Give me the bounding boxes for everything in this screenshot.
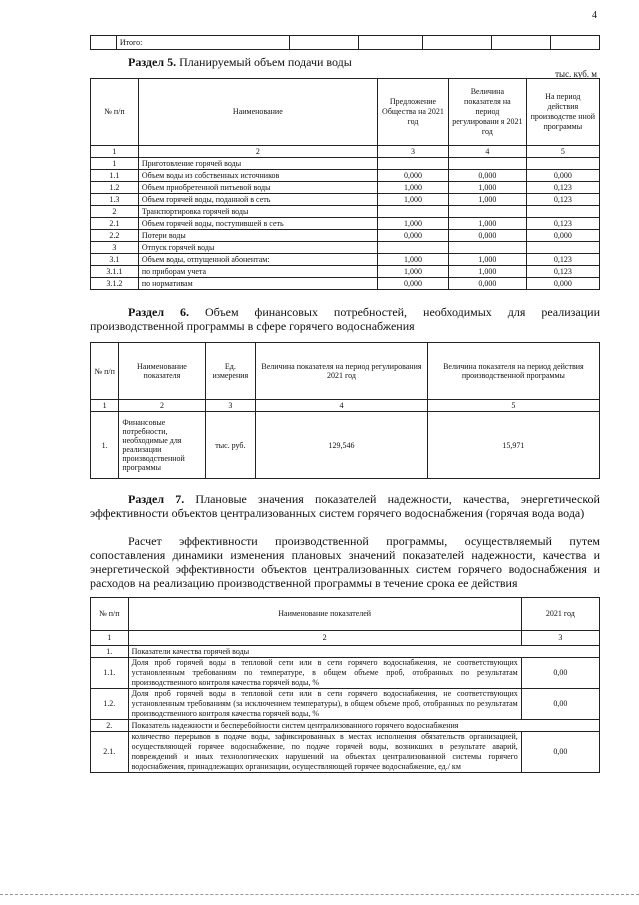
table-row: 1. Финансовые потребности, необходимые для реализации производственной программы тыс. руб. 129,546 15,971 bbox=[91, 412, 600, 479]
page-number: 4 bbox=[592, 10, 597, 21]
table-row: 2.1 Объем горячей воды, поступившей в сеть 1,000 1,000 0,123 bbox=[91, 218, 600, 230]
table-row: 1.3 Объем горячей воды, поданной в сеть 1,000 1,000 0,123 bbox=[91, 194, 600, 206]
col-header: № п/п bbox=[91, 598, 129, 631]
col-header: 2021 год bbox=[521, 598, 599, 631]
table-row: 1.1. Доля проб горячей воды в тепловой сети или в сети горячего водоснабжения, не соответствующих установленным требованиям по температуре, в общем объеме проб, отобранных по результатам производственного контроля качества горячей воды, % 0,00 bbox=[91, 658, 600, 689]
section5-unit: тыс. куб. м bbox=[555, 69, 597, 79]
table-row: 1. Показатели качества горячей воды bbox=[91, 646, 600, 658]
col-header: На период действия производстве нной программы bbox=[526, 79, 599, 146]
section5-title: Раздел 5. Планируемый объем подачи воды bbox=[128, 55, 352, 69]
col-header: Величина показателя на период действия производственной программы bbox=[427, 343, 599, 400]
col-header: Величина показателя на период регулирования 2021 год bbox=[256, 343, 428, 400]
table-row: 1 Приготовление горячей воды bbox=[91, 158, 600, 170]
col-header: № п/п bbox=[91, 343, 119, 400]
col-header: № п/п bbox=[91, 79, 139, 146]
table-row: 1.2 Объем приобретенной питьевой воды 1,000 1,000 0,123 bbox=[91, 182, 600, 194]
table-row: 3 Отпуск горячей воды bbox=[91, 242, 600, 254]
table-row: 1.1 Объем воды из собственных источников 0,000 0,000 0,000 bbox=[91, 170, 600, 182]
table-row: 2.2 Потери воды 0,000 0,000 0,000 bbox=[91, 230, 600, 242]
col-header: Наименование bbox=[138, 79, 377, 146]
reliability-indicators-table: № п/п Наименование показателей 2021 год 1 2 3 1. Показатели качества горячей воды 1.1. Доля проб горячей воды в тепловой сети или в сети горячего водоснабжения, не соответствующих установленным требованиям по температуре, в общем объеме проб, отобранных по результатам производственного контроля качества горячей воды, % 0,00 1.2. Доля проб горячей воды в тепловой сети или в сети горячего водоснабжения, не соответствующих установленным требованиям (за исключением температуры), в общем объеме проб, отобранных по результатам производственного контроля качества горячей воды, % 0,00 2. Показатель надежности и бесперебойности систем централизованного горячего водоснабжения 2.1. количество перерывов в подаче воды, зафиксированных в местах исполнения обязательств организацией, осуществляющей горячее водоснабжение, по подаче горячей воды, возникших в результате аварий, повреждений и иных технологических нарушений на объектах централизованной системы горячего водоснабжения, принадлежащих организации, осуществляющей горячее водоснабжение, ед./ км 0,00 bbox=[90, 597, 600, 773]
table-row: 2.1. количество перерывов в подаче воды, зафиксированных в местах исполнения обязательств организацией, осуществляющей горячее водоснабжение, по подаче горячей воды, возникших в результате аварий, повреждений и иных технологических нарушений на объектах централизованной системы горячего водоснабжения, принадлежащих организации, осуществляющей горячее водоснабжение, ед./ км 0,00 bbox=[91, 732, 600, 773]
water-supply-table: № п/п Наименование Предложение Общества на 2021 год Величина показателя на период регулировани я 2021 год На период действия производстве нной программы 1 2 3 4 5 1 Приготовление горячей воды 1.1 Объем воды из собственных источников 0,000 0,000 0,000 1.2 Объем приобретенной питьевой воды 1,000 1,000 0,123 1.3 Объем горячей воды, поданной в сеть 1,000 1,000 0,123 2 Транспортировка горячей воды 2.1 Объем горячей воды, поступившей в сеть 1,000 1,000 0,123 2.2 Потери воды 0,000 0,000 0,000 3 Отпуск горячей воды 3.1 Объем воды, отпущенной абонентам: 1,000 1,000 0,123 3.1.1 по приборам учета 1,000 1,000 0,123 3.1.2 по нормативам 0,000 0,000 0,000 bbox=[90, 78, 600, 290]
col-header: Ед. измерения bbox=[205, 343, 256, 400]
total-row-table bbox=[90, 35, 600, 50]
total-label: Итого: bbox=[116, 36, 289, 50]
table-row: 2 Транспортировка горячей воды bbox=[91, 206, 600, 218]
table-row: 2. Показатель надежности и бесперебойности систем централизованного горячего водоснабжения bbox=[91, 720, 600, 732]
table-row: 3.1.1 по приборам учета 1,000 1,000 0,123 bbox=[91, 266, 600, 278]
col-header: Предложение Общества на 2021 год bbox=[377, 79, 448, 146]
col-header: Наименование показателя bbox=[119, 343, 205, 400]
section7-title: Раздел 7. Плановые значения показателей надежности, качества, энергетической эффективности объектов централизованных систем горячего водоснабжения (горячая вода вода) bbox=[90, 492, 600, 520]
col-header: Наименование показателей bbox=[128, 598, 521, 631]
table-row: 3.1 Объем воды, отпущенной абонентам: 1,000 1,000 0,123 bbox=[91, 254, 600, 266]
page-bottom-edge bbox=[0, 894, 639, 895]
col-header: Величина показателя на период регулировани я 2021 год bbox=[449, 79, 527, 146]
financial-needs-table: № п/п Наименование показателя Ед. измерения Величина показателя на период регулирования 2021 год Величина показателя на период действия производственной программы 1 2 3 4 5 1. Финансовые потребности, необходимые для реализации производственной программы тыс. руб. 129,546 15,971 bbox=[90, 342, 600, 479]
table-row: 1.2. Доля проб горячей воды в тепловой сети или в сети горячего водоснабжения, не соответствующих установленным требованиям (за исключением температуры), в общем объеме проб, отобранных по результатам производственного контроля качества горячей воды, % 0,00 bbox=[91, 689, 600, 720]
section7-paragraph: Расчет эффективности производственной программы, осуществляемый путем сопоставления динамики изменения плановых значений показателей надежности, качества и энергетической эффективности объектов централизованных систем горячего водоснабжения и расходов на реализацию производственной программы в течение срока ее действия bbox=[90, 534, 600, 590]
table-row: 3.1.2 по нормативам 0,000 0,000 0,000 bbox=[91, 278, 600, 290]
section6-title: Раздел 6. Объем финансовых потребностей, необходимых для реализации производственной программы в сфере горячего водоснабжения bbox=[90, 305, 600, 333]
